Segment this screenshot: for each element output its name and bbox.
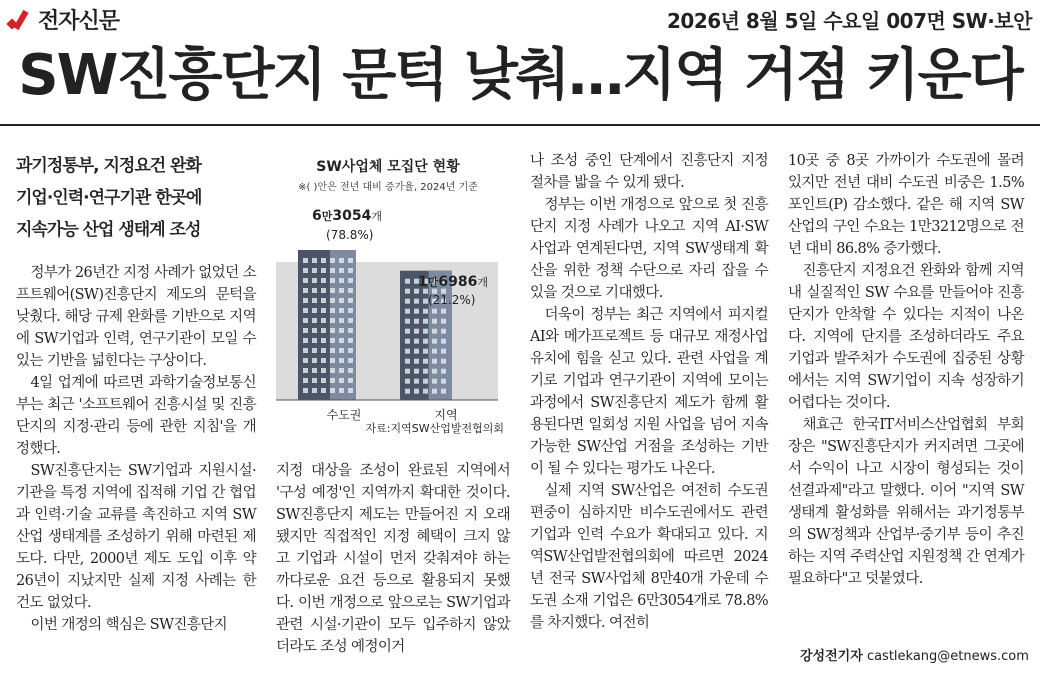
bar-window bbox=[348, 318, 353, 323]
value-label-region: 1만6986개 bbox=[418, 274, 488, 290]
bar-window bbox=[339, 278, 344, 283]
chart-title: SW사업체 모집단 현황 bbox=[316, 159, 460, 175]
bar-window bbox=[312, 338, 317, 343]
bar-window bbox=[348, 338, 353, 343]
bar-window bbox=[312, 298, 317, 303]
paragraph: 채효근 한국IT서비스산업협회 부회장은 "SW진흥단지가 커지려면 그곳에서 수익이 나고 시장이 형성되는 것이 선결과제"라고 말했다. 이어 "지역 SW생태계 활성화를 위해서는 과기정통부의 SW정책과 산업부·중기부 등이 추진하는 지역 주력산업 지원정책 간 연계가 필요하다"고 덧붙였다. bbox=[788, 417, 1024, 587]
bar-window bbox=[348, 328, 353, 333]
bar-window bbox=[321, 268, 326, 273]
paragraph: SW진흥단지는 SW기업과 지원시설·기관을 특정 지역에 집적해 기업 간 협업과 인력·기술 교류를 촉진하고 지역 SW산업 생태계를 조성하기 위해 마련된 제도다. 다만, 2000년 제도 도입 이후 약 26년이 지났지만 실제 지정 사례는 한 건도 없었다. bbox=[16, 463, 256, 611]
bar-window bbox=[330, 368, 335, 373]
chart-note: ※( )안은 전년 대비 증가율, 2024년 기준 bbox=[298, 182, 478, 193]
bar-window bbox=[330, 278, 335, 283]
bar-window bbox=[321, 288, 326, 293]
bar-window bbox=[414, 339, 419, 344]
bar-window bbox=[339, 358, 344, 363]
bar-window bbox=[348, 278, 353, 283]
reporter-name: 강성전기자 bbox=[800, 649, 863, 664]
bar-window bbox=[405, 289, 410, 294]
bar-window bbox=[321, 298, 326, 303]
bar-window bbox=[330, 318, 335, 323]
bar-window bbox=[303, 298, 308, 303]
bar-window bbox=[303, 348, 308, 353]
headline-rule bbox=[0, 124, 1040, 126]
bar-window bbox=[432, 369, 437, 374]
pct-label-metro: (78.8%) bbox=[326, 228, 374, 242]
bar-window bbox=[312, 358, 317, 363]
bar-window bbox=[339, 288, 344, 293]
bar-window bbox=[348, 258, 353, 263]
bar-window bbox=[321, 388, 326, 393]
bar-window bbox=[441, 359, 446, 364]
bar-chart bbox=[268, 150, 508, 450]
value-label-metro: 6만3054개 bbox=[312, 208, 382, 224]
bar-window bbox=[312, 348, 317, 353]
bar-window bbox=[330, 348, 335, 353]
bar-window bbox=[348, 358, 353, 363]
bar-window bbox=[312, 258, 317, 263]
bar-window bbox=[303, 338, 308, 343]
paragraph: 이번 개정의 핵심은 SW진흥단지 bbox=[30, 617, 228, 633]
bar-window bbox=[432, 359, 437, 364]
bar-window bbox=[414, 329, 419, 334]
bar-window bbox=[432, 349, 437, 354]
bar-window bbox=[312, 368, 317, 373]
bar-window bbox=[414, 349, 419, 354]
x-tick-label: 지역 bbox=[434, 408, 458, 422]
bar-window bbox=[339, 348, 344, 353]
bar-window bbox=[312, 328, 317, 333]
bar-window bbox=[312, 318, 317, 323]
bar-window bbox=[348, 368, 353, 373]
pct-label-region: (21.2%) bbox=[428, 293, 476, 307]
paragraph: 더욱이 정부는 최근 지역에서 피지컬 AI와 메가프로젝트 등 대규모 재정사업 유치에 힘을 싣고 있다. 관련 사업을 계기로 기업과 연구기관이 지역에 모이는 과정에서 SW진흥단지 제도가 함께 활용된다면 일회성 지원 사업을 넘어 지속 가능한 SW산업 거점을 조성하는 기반이 될 수 있다는 평가도 나온다. bbox=[530, 307, 768, 477]
bar-window bbox=[405, 349, 410, 354]
bar-window bbox=[330, 338, 335, 343]
article-column-1 bbox=[16, 262, 256, 636]
newspaper-logo bbox=[6, 4, 119, 35]
bar-window bbox=[321, 308, 326, 313]
bar-window bbox=[423, 319, 428, 324]
bar-window bbox=[414, 359, 419, 364]
bar-window bbox=[330, 328, 335, 333]
bar-window bbox=[432, 389, 437, 394]
bar-window bbox=[348, 288, 353, 293]
bar-window bbox=[405, 319, 410, 324]
bar-window bbox=[312, 288, 317, 293]
bar-window bbox=[321, 258, 326, 263]
bar-window bbox=[330, 268, 335, 273]
bar-window bbox=[348, 308, 353, 313]
bar-window bbox=[339, 268, 344, 273]
bar-window bbox=[339, 298, 344, 303]
bar-window bbox=[339, 328, 344, 333]
bar-window bbox=[405, 279, 410, 284]
bar-window bbox=[339, 378, 344, 383]
bar-window bbox=[414, 309, 419, 314]
bar-window bbox=[339, 368, 344, 373]
bar-window bbox=[303, 308, 308, 313]
bar-window bbox=[423, 389, 428, 394]
bar-window bbox=[405, 299, 410, 304]
bar-window bbox=[321, 318, 326, 323]
bar-window bbox=[303, 388, 308, 393]
bar-window bbox=[330, 298, 335, 303]
bar-window bbox=[348, 268, 353, 273]
byline bbox=[800, 645, 1029, 664]
paragraph: 10곳 중 8곳 가까이가 수도권에 몰려 있지만 전년 대비 수도권 비중은 1.5%포인트(P) 감소했다. 같은 해 지역 SW산업의 구인 수요는 1만3212명으로 전년 대비 86.8% 증가했다. bbox=[788, 153, 1024, 257]
paragraph: 정부는 이번 개정으로 앞으로 첫 진흥단지 지정 사례가 나오고 지역 AI·SW 사업과 연계된다면, 지역 SW생태계 확산을 위한 정책 수단으로 자리 잡을 수 있을 것으로 기대했다. bbox=[530, 197, 768, 301]
bar-window bbox=[432, 309, 437, 314]
subheadline-line: 지속가능 산업 생태계 조성 bbox=[16, 220, 201, 240]
bar-window bbox=[432, 319, 437, 324]
bar-window bbox=[414, 369, 419, 374]
x-tick-label: 수도권 bbox=[326, 408, 362, 422]
logo-mark-icon bbox=[6, 7, 32, 33]
bar-window bbox=[423, 349, 428, 354]
bar-window bbox=[321, 378, 326, 383]
bar-window bbox=[303, 328, 308, 333]
bar-window bbox=[312, 308, 317, 313]
edition-info: 2026년 8월 5일 수요일 007면 SW·보안 bbox=[666, 9, 1032, 33]
bar-window bbox=[405, 309, 410, 314]
bar-window bbox=[321, 328, 326, 333]
bar-window bbox=[303, 268, 308, 273]
bar-window bbox=[441, 339, 446, 344]
bar-window bbox=[423, 359, 428, 364]
bar-window bbox=[441, 319, 446, 324]
bar-window bbox=[348, 388, 353, 393]
bar-window bbox=[312, 278, 317, 283]
bar-window bbox=[303, 358, 308, 363]
bar-window bbox=[441, 389, 446, 394]
bar-window bbox=[348, 298, 353, 303]
paragraph: 나 조성 중인 단계에서 진흥단지 지정 절차를 밟을 수 있게 됐다. bbox=[530, 153, 768, 191]
bar-window bbox=[321, 278, 326, 283]
chart-source: 자료:지역SW산업발전협의회 bbox=[365, 422, 504, 435]
bar-window bbox=[432, 329, 437, 334]
subheadline-line: 기업·인력·연구기관 한곳에 bbox=[16, 188, 202, 208]
bar-window bbox=[414, 299, 419, 304]
bar-window bbox=[303, 378, 308, 383]
bar-window bbox=[330, 308, 335, 313]
bar-window bbox=[303, 368, 308, 373]
article-column-2 bbox=[276, 460, 510, 658]
bar-window bbox=[423, 379, 428, 384]
subheadline-line: 과기정통부, 지정요건 완화 bbox=[16, 156, 201, 176]
bar-window bbox=[405, 329, 410, 334]
bar-window bbox=[321, 368, 326, 373]
bar-window bbox=[312, 378, 317, 383]
bar-window bbox=[339, 258, 344, 263]
bar-window bbox=[405, 389, 410, 394]
bar-window bbox=[432, 339, 437, 344]
paragraph: 지정 대상을 조성이 완료된 지역에서 '구성 예정'인 지역까지 확대한 것이다. SW진흥단지 제도는 만들어진 지 오래됐지만 직접적인 지정 혜택이 크지 않고 기업과 시설이 먼저 갖춰져야 하는 까다로운 요건 등으로 활용되지 못했다. 이번 개정으로 앞으로는 SW기업과 관련 시설·기관이 모두 입주하지 않았더라도 조성 예정이거 bbox=[276, 463, 510, 655]
bar-window bbox=[405, 359, 410, 364]
bar-window bbox=[414, 389, 419, 394]
bar-window bbox=[414, 379, 419, 384]
subheadline bbox=[16, 150, 246, 246]
bar-window bbox=[441, 329, 446, 334]
bar-window bbox=[339, 338, 344, 343]
bar-window bbox=[312, 268, 317, 273]
bar-window bbox=[303, 318, 308, 323]
bar-window bbox=[321, 358, 326, 363]
bar-window bbox=[312, 388, 317, 393]
reporter-email: castlekang@etnews.com bbox=[866, 649, 1029, 664]
bar-window bbox=[423, 339, 428, 344]
bar-window bbox=[330, 388, 335, 393]
bar-window bbox=[339, 388, 344, 393]
bar-window bbox=[414, 319, 419, 324]
bar-window bbox=[321, 348, 326, 353]
paragraph: 실제 지역 SW산업은 여전히 수도권 편중이 심하지만 비수도권에서도 관련 기업과 인력 수요가 확대되고 있다. 지역SW산업발전협의회에 따르면 2024년 전국 SW사업체 8만40개 가운데 수도권 소재 기업은 6만3054개로 78.8%를 차지했다. 여전히 bbox=[530, 483, 768, 631]
bar-window bbox=[441, 379, 446, 384]
bar-window bbox=[330, 258, 335, 263]
bar-window bbox=[303, 288, 308, 293]
article-column-4 bbox=[788, 150, 1024, 590]
bar-window bbox=[321, 338, 326, 343]
bar-window bbox=[423, 369, 428, 374]
bar-window bbox=[441, 309, 446, 314]
paragraph: 정부가 26년간 지정 사례가 없었던 소프트웨어(SW)진흥단지 제도의 문턱을 낮췄다. 해당 규제 완화를 기반으로 지역에 SW기업과 인력, 연구기관이 모일 수 있는 기반을 넓힌다는 구상이다. bbox=[16, 265, 256, 369]
paragraph: 4일 업계에 따르면 과학기술정보통신부는 최근 '소프트웨어 진흥시설 및 진흥단지의 지정·관리 등에 관한 지침'을 개정했다. bbox=[16, 375, 256, 457]
bar-window bbox=[441, 349, 446, 354]
bar-window bbox=[423, 329, 428, 334]
bar-window bbox=[303, 258, 308, 263]
bar-window bbox=[405, 339, 410, 344]
bar-window bbox=[330, 358, 335, 363]
bar-window bbox=[303, 278, 308, 283]
bar-window bbox=[405, 369, 410, 374]
paragraph: 진흥단지 지정요건 완화와 함께 지역 내 실질적인 SW 수요를 만들어야 진흥단지가 안착할 수 있다는 지적이 나온다. 지역에 단지를 조성하더라도 주요 기업과 발주처가 수도권에 집중된 상황에서는 지역 SW기업이 지속 성장하기 어렵다는 것이다. bbox=[788, 263, 1024, 411]
headline: SW진흥단지 문턱 낮춰…지역 거점 키운다 bbox=[18, 43, 1022, 108]
bar-window bbox=[405, 379, 410, 384]
bar-window bbox=[441, 369, 446, 374]
bar-window bbox=[330, 288, 335, 293]
bar-window bbox=[432, 379, 437, 384]
article-column-3 bbox=[530, 150, 768, 634]
masthead bbox=[0, 0, 1040, 36]
bar-window bbox=[330, 378, 335, 383]
bar-window bbox=[339, 308, 344, 313]
bar-window bbox=[348, 348, 353, 353]
bar-window bbox=[423, 309, 428, 314]
logo-text: 전자신문 bbox=[38, 9, 120, 34]
bar-window bbox=[339, 318, 344, 323]
bar-window bbox=[348, 378, 353, 383]
